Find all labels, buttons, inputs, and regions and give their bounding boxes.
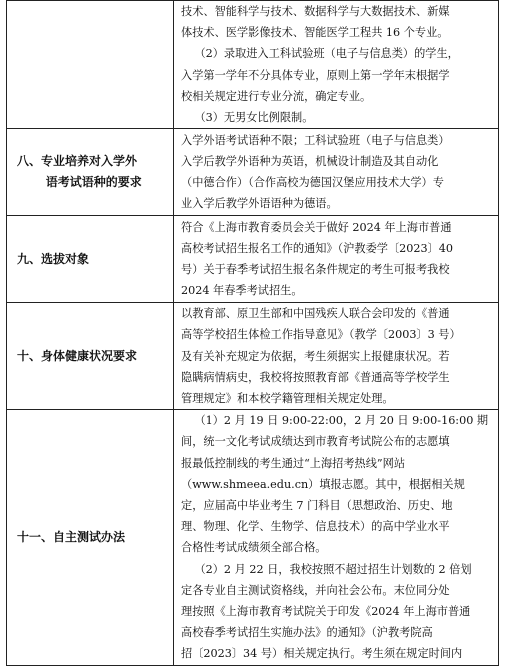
content-line: 理、物理、化学、生物学、信息技术）的高中学业水平: [181, 520, 450, 534]
content-line: 入学第一学年不分具体专业，原则上第一学年末根据学: [181, 68, 450, 82]
content-line: 2024 年春季考试招生。: [181, 284, 303, 298]
content-line: 入学后教学外语种为英语，机械设计制造及其自动化: [181, 155, 439, 169]
content-line: （1）2 月 19 日 9:00-22:00，2 月 20 日 9:00-16:00 期: [194, 414, 489, 428]
content-line: 入学外语考试语种不限；工科试验班（电子与信息类）: [181, 133, 450, 147]
content-line: 号）关于春季考试招生报名条件规定的考生可报考我校: [181, 263, 450, 277]
label-line: 九、选拔对象: [17, 251, 90, 266]
row-content-self-testing: [174, 410, 499, 665]
row-content-selection-target: [174, 216, 499, 303]
content-line: 校相关规定进行专业分流，确定专业。: [181, 89, 372, 103]
content-line: 定，应届高中毕业考生 7 门科目（思想政治、历史、地: [181, 499, 453, 513]
row-label-foreign-language: [7, 129, 174, 216]
content-line: 高校考试招生报名工作的通知》（沪教委学〔2023〕40: [181, 242, 454, 256]
row-content-majors-continued: [174, 1, 499, 129]
row-content-health-requirements: [174, 303, 499, 410]
row-label-health-requirements: [7, 303, 174, 410]
content-line: （2）录取进入工科试验班（电子与信息类）的学生，: [194, 47, 459, 61]
table-row: [7, 129, 499, 216]
content-line: 定各专业自主测试资格线，并向社会公布。末位同分处: [181, 583, 450, 597]
content-line: 及有关补充规定为依据，考生须据实上报健康状况。若: [181, 349, 450, 363]
label-line: 十、身体健康状况要求: [17, 348, 138, 363]
content-line: 以教育部、原卫生部和中国残疾人联合会印发的《普通: [181, 307, 450, 321]
content-line: 高校春季考试招生实施办法》的通知》（沪教考院高: [181, 626, 433, 640]
content-line: 体技术、医学影像技术、智能医学工程共 16 个专业。: [181, 26, 449, 40]
content-line: （www.shmeea.edu.cn）填报志愿。其中，根据相关规: [181, 477, 465, 491]
content-line: 高等学校招生体检工作指导意见》（教学〔2003〕3 号）: [181, 328, 461, 342]
content-line: 合格性考试成绩须全部合格。: [181, 541, 327, 555]
row-label-selection-target: [7, 216, 174, 303]
table-row: [7, 216, 499, 303]
content-line: 招〔2023〕34 号）相关规定执行。考生须在规定时间内: [181, 647, 463, 661]
content-line: 管理规定》和本校学籍管理相关规定处理。: [181, 392, 394, 406]
content-line: 技术、智能科学与技术、数据科学与大数据技术、新媒: [181, 5, 450, 18]
content-line: （3）无男女比例限制。: [194, 111, 314, 125]
label-line: 八、专业培养对入学外: [17, 154, 138, 169]
table-row: [7, 1, 499, 129]
regulations-table: [6, 0, 499, 666]
content-line: 理按照《上海市教育考试院关于印发《2024 年上海市普通: [181, 605, 471, 619]
content-line: （2）2 月 22 日，我校按照不超过招生计划数的 2 倍划: [194, 562, 472, 576]
admission-regulations-table-page: [6, 0, 498, 661]
content-line: 报最低控制线的考生通过“上海招考热线”网站: [181, 456, 406, 470]
row-label-empty: [7, 1, 174, 129]
row-label-self-testing: [7, 410, 174, 665]
row-content-foreign-language: [174, 129, 499, 216]
label-line: 语考试语种的要求: [45, 175, 142, 190]
content-line: 业入学后教学外语语种为德语。: [181, 197, 338, 211]
content-line: 符合《上海市教育委员会关于做好 2024 年上海市普通: [181, 220, 452, 234]
content-line: （中德合作）（合作高校为德国汉堡应用技术大学）专: [181, 176, 444, 190]
label-line: 十一、自主测试办法: [17, 529, 126, 544]
content-line: 隐瞒病情病史，我校将按照教育部《普通高等学校学生: [181, 370, 450, 384]
content-line: 间，统一文化考试成绩达到市教育考试院公布的志愿填: [181, 435, 450, 449]
table-row: [7, 303, 499, 410]
table-row: [7, 410, 499, 665]
